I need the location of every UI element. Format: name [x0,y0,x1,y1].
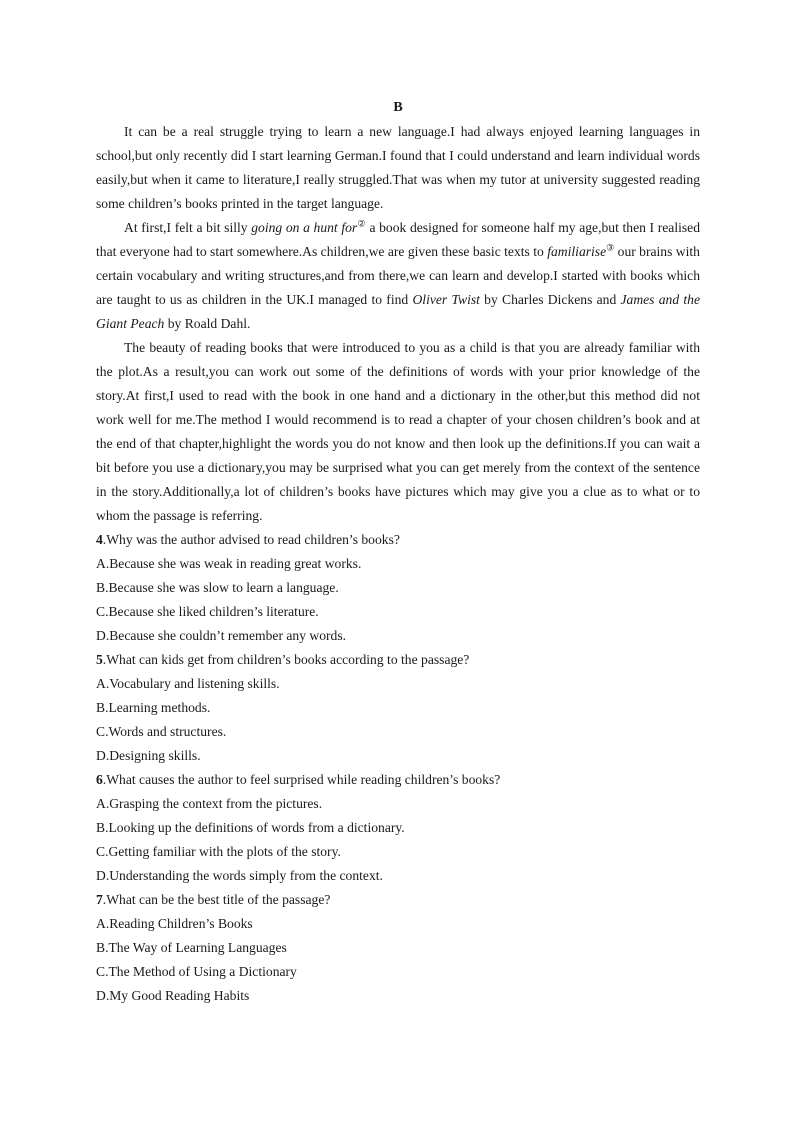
footnote-marker-2: ② [357,218,366,229]
option-c: C.Getting familiar with the plots of the story. [96,844,341,859]
option-d: D.My Good Reading Habits [96,988,250,1003]
question-stem [96,528,700,552]
option-c: C.Because she liked children’s literature. [96,604,319,619]
option-a: A.Grasping the context from the pictures. [96,796,323,811]
option-b: B.Learning methods. [96,700,211,715]
book-title-james-giant-peach: James and the Giant Peach [96,292,700,331]
question-stem [96,768,700,792]
paragraph-1: It can be a real struggle trying to learn a new language.I had always enjoyed learning languages in school,but only recently did I start learning German.I found that I could understand and learn individual words easily,but when it came to literature,I really struggled.That was when my tutor at university suggested reading some children’s books printed in the target language. [96,124,700,211]
option-d: D.Understanding the words simply from the context. [96,868,383,883]
option-a: A.Vocabulary and listening skills. [96,676,280,691]
option-a: A.Reading Children’s Books [96,916,253,931]
option-c: C.Words and structures. [96,724,227,739]
paragraph-2 [96,216,700,336]
paragraph-2-text-b: a book designed for someone half my age,but then I realised that everyone had to start somewhere.As children,we are given these basic texts to [96,220,700,259]
paragraph-2-text-e: by Roald Dahl. [164,316,251,331]
paragraph-3: The beauty of reading books that were introduced to you as a child is that you are already familiar with the plot.As a result,you can work out some of the definitions of words with your prior knowledge of the story.At first,I used to read with the book in one hand and a dictionary in the other,but this method did not work well for me.The method I would recommend is to read a chapter of your chosen children’s book and at the end of that chapter,highlight the words you do not know and then look up the definitions.If you can wait a bit before you use a dictionary,you may be surprised what you can get merely from the context of the sentence in the story.Additionally,a lot of children’s books have pictures which may give you a clue as to what or to whom the passage is referring. [96,340,700,523]
question-number: 5 [96,652,103,667]
paragraph-2-text-a: At first,I felt a bit silly [124,220,252,235]
question-stem [96,648,700,672]
option-d: D.Designing skills. [96,748,201,763]
question-number: 4 [96,532,103,547]
question-stem [96,888,700,912]
word-familiarise: familiarise [547,244,607,259]
question-text: .What can kids get from children’s books according to the passage? [102,652,470,667]
option-b: B.Because she was slow to learn a language. [96,580,339,595]
option-d: D.Because she couldn’t remember any words. [96,628,347,643]
paragraph-2-text-d: by Charles Dickens and [479,292,621,307]
question-6 [96,768,700,888]
book-title-oliver-twist: Oliver Twist [412,292,480,307]
option-b: B.The Way of Learning Languages [96,940,287,955]
phrase-going-on-a-hunt-for: going on a hunt for [251,220,358,235]
document-page [96,96,700,1008]
section-title: B [393,100,403,115]
option-c: C.The Method of Using a Dictionary [96,964,297,979]
question-text: .Why was the author advised to read children’s books? [102,532,400,547]
question-text: .What causes the author to feel surprised while reading children’s books? [102,772,501,787]
question-7 [96,888,700,1008]
option-a: A.Because she was weak in reading great works. [96,556,362,571]
footnote-marker-3: ③ [606,242,615,253]
paragraph-2-text-c: our brains with certain vocabulary and writing structures,and from there,we can learn and develop.I started with books which are taught to us as children in the UK.I managed to find [96,244,700,307]
question-number: 6 [96,772,103,787]
option-b: B.Looking up the definitions of words from a dictionary. [96,820,405,835]
question-5 [96,648,700,768]
question-text: .What can be the best title of the passage? [102,892,331,907]
question-number: 7 [96,892,103,907]
question-4 [96,528,700,648]
